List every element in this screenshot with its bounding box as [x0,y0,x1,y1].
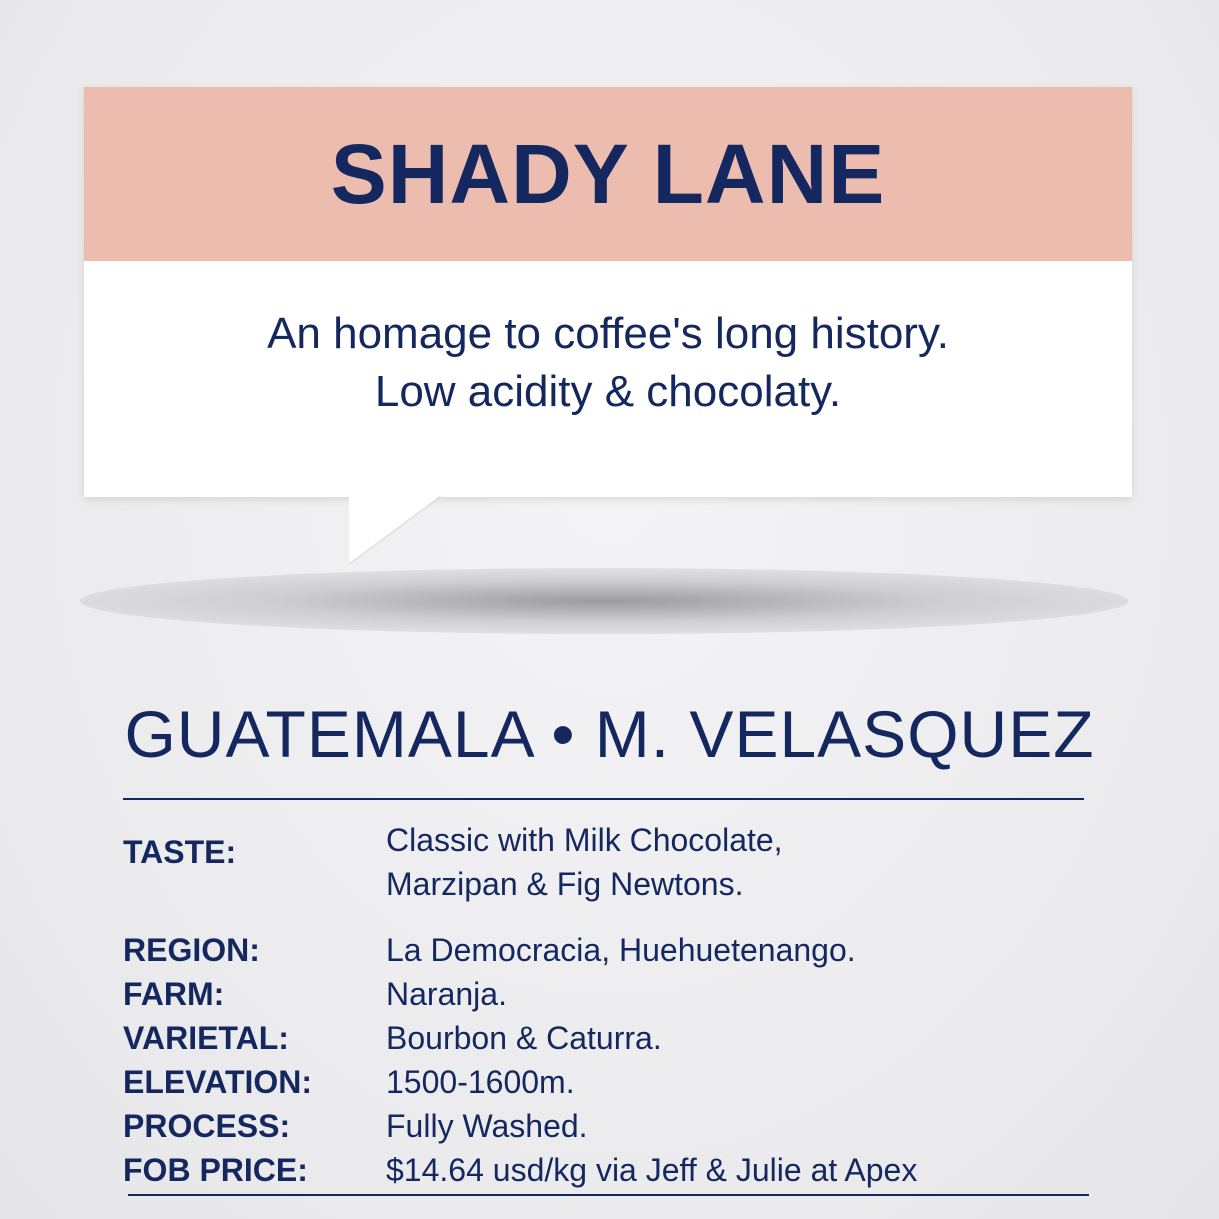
detail-label: FARM: [123,976,225,1012]
detail-value: Bourbon & Caturra. [386,1020,662,1056]
floor-shadow [80,568,1128,634]
detail-row-fob-price [123,1148,1083,1192]
detail-label: PROCESS: [123,1108,291,1144]
detail-row-elevation [123,1060,1083,1104]
origin-title: GUATEMALA • M. VELASQUEZ [124,697,1095,771]
bubble-header [84,87,1132,261]
description-line: Low acidity & chocolaty. [374,367,842,416]
coffee-title: SHADY LANE [330,126,886,221]
detail-label: REGION: [123,932,260,968]
divider-top [123,798,1084,800]
detail-row-taste [123,818,1083,906]
detail-label: VARIETAL: [123,1020,289,1056]
detail-value: $14.64 usd/kg via Jeff & Julie at Apex [386,1152,918,1188]
description-line: An homage to coffee's long history. [267,309,949,358]
detail-value: 1500-1600m. [386,1064,575,1100]
details-table [123,818,1083,1192]
detail-value: Fully Washed. [386,1108,588,1144]
divider-bottom [128,1194,1089,1196]
bubble-tail-icon [349,496,441,564]
detail-value-line: Marzipan & Fig Newtons. [386,866,744,902]
bubble-body [84,261,1132,497]
detail-row-varietal [123,1016,1083,1060]
detail-row-region [123,928,1083,972]
detail-value [386,818,1083,906]
detail-row-process [123,1104,1083,1148]
detail-label: TASTE: [123,834,237,870]
detail-label: ELEVATION: [123,1064,313,1100]
detail-value-line: Classic with Milk Chocolate, [386,822,783,858]
detail-row-farm [123,972,1083,1016]
detail-value: La Democracia, Huehuetenango. [386,932,856,968]
detail-value: Naranja. [386,976,507,1012]
detail-label: FOB PRICE: [123,1152,308,1188]
speech-bubble [84,87,1132,497]
